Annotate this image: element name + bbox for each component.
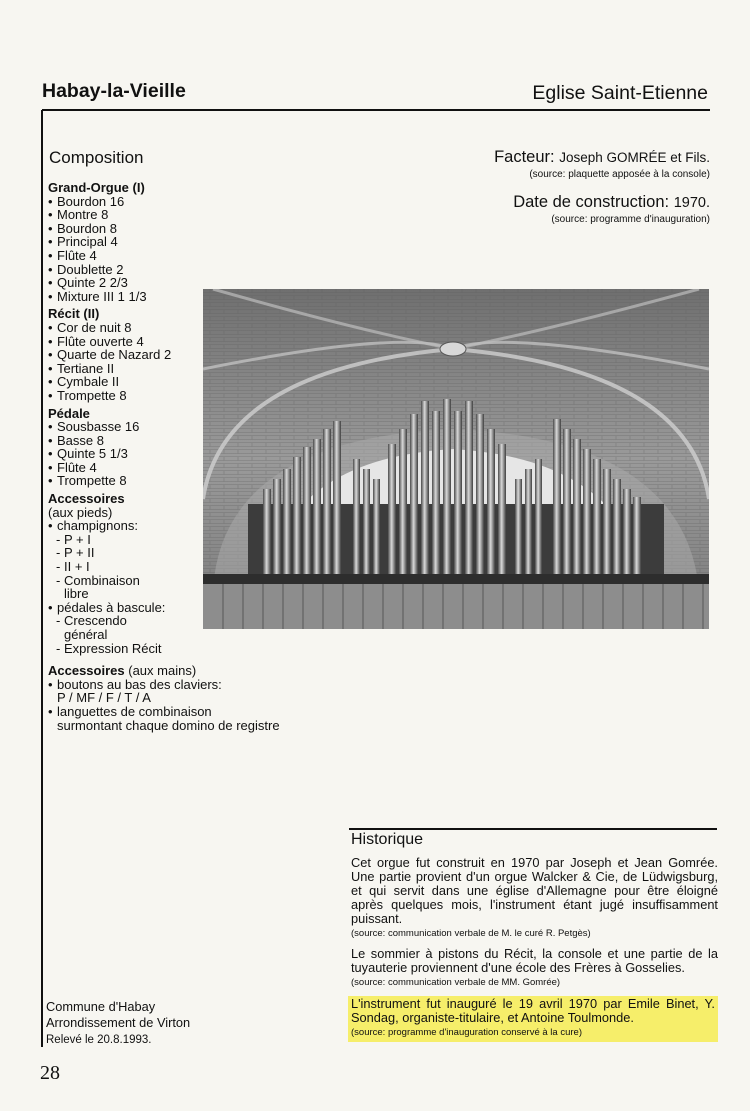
construction-label: Date de construction: [513,193,670,211]
accessoires-qualifier: (aux pieds) [48,504,113,520]
accessoires-label: Accessoires [48,663,125,679]
construction-line [513,193,710,212]
location-title: Habay-la-Vieille [42,80,186,102]
pedale-bascule-item: - Expression Récit [48,642,308,656]
header-rule [42,109,710,111]
stop-item: • Quarte de Nazard 2 [48,348,308,362]
survey-date: Relevé le 20.8.1993. [46,1034,152,1046]
footer-location [46,999,190,1031]
facteur-value: Joseph GOMRÉE et Fils. [559,150,710,165]
languettes-item: • languettes de combinaison [48,705,308,719]
champignons-item: • champignons: [48,519,308,533]
historique-paragraph-2: Le sommier à pistons du Récit, la console et une partie de la tuyauterie proviennent d'une école des Frères à Gosselies. [351,946,718,975]
stop-item: • Flûte 4 [48,249,308,263]
arrondissement-text: Arrondissement de Virton [46,1015,191,1030]
facteur-block [494,148,710,180]
pedale-title: Pédale [48,405,90,421]
grand-orgue-title: Grand-Orgue (I) [48,180,145,195]
boutons-values: P / MF / F / T / A [57,690,151,706]
stop-item: • Mixture III 1 1/3 [48,290,308,304]
stop-item: • Bourdon 16 [48,195,308,209]
stop-item: • Montre 8 [48,208,308,222]
stop-item: • Cymbale II [48,375,308,389]
accessoires-qualifier: (aux mains) [124,663,197,679]
grand-orgue-stops [48,195,308,304]
historique-source-2: (source: communication verbale de MM. Gomrée) [351,977,561,988]
stop-item: • Bourdon 8 [48,222,308,236]
historique-source-3: (source: programme d'inauguration conservé à la cure) [351,1027,582,1038]
highlighted-passage [348,996,718,1042]
champignon-item: - II + I [48,560,308,574]
stop-item: • Quinte 5 1/3 [48,447,308,461]
champignon-item: - P + II [48,546,308,560]
organ-photo [203,289,709,629]
stop-item: • Trompette 8 [48,474,308,488]
commune-text: Commune d'Habay [46,999,156,1014]
composition-title: Composition [49,148,144,167]
pedales-item: • pédales à bascule: [48,601,308,615]
stop-item: • Tertiane II [48,362,308,376]
champignon-item: - P + I [48,533,308,547]
stop-item: • Trompette 8 [48,389,308,403]
stop-item: • Cor de nuit 8 [48,321,308,335]
champignon-item: - Combinaison libre [48,574,144,601]
recit-title: Récit (II) [48,306,100,322]
facteur-line [494,148,710,167]
page-number: 28 [40,1062,60,1084]
construction-source: (source: programme d'inauguration) [551,214,710,225]
stop-item: • Quinte 2 2/3 [48,276,308,290]
stop-item: • Principal 4 [48,235,308,249]
historique-section [351,827,718,1042]
stop-item: • Sousbasse 16 [48,420,308,434]
pedale-bascule-item: - Crescendo général [48,614,144,641]
boutons-item: • boutons au bas des claviers: [48,678,308,692]
stop-item: • Doublette 2 [48,263,308,277]
left-margin-rule [41,110,43,1047]
accessoires-pieds-title [48,492,148,519]
historique-title: Historique [351,831,424,848]
organ-photo-image [203,289,709,629]
historique-paragraph-3: L'instrument fut inauguré le 19 avril 1970 par Emile Binet, Y. Sondag, organiste-titulaire, et Antoine Toulmonde. [351,996,715,1025]
church-title: Eglise Saint-Etienne [532,82,708,104]
accessoires-mains-title [48,664,308,678]
facteur-label: Facteur: [494,148,555,166]
construction-value: 1970. [673,195,710,211]
stop-item: • Basse 8 [48,434,308,448]
languettes-item-cont: surmontant chaque domino de registre [57,717,280,733]
stop-item: • Flûte ouverte 4 [48,335,308,349]
facteur-source: (source: plaquette apposée à la console) [529,169,710,180]
historique-paragraph-1: Cet orgue fut construit en 1970 par Joseph et Jean Gomrée. Une partie provient d'un orgue Walcker & Cie, de Lüdwigsburg, et qui servit dans une église d'Allemagne pour être éloigné après quelques mois, l'instrument étant jugé insuffisamment puissant. [351,855,718,926]
construction-block [513,193,710,225]
historique-source-1: (source: communication verbale de M. le curé R. Petgès) [351,928,591,939]
accessoires-label: Accessoires [48,491,125,507]
stop-item: • Flûte 4 [48,461,308,475]
